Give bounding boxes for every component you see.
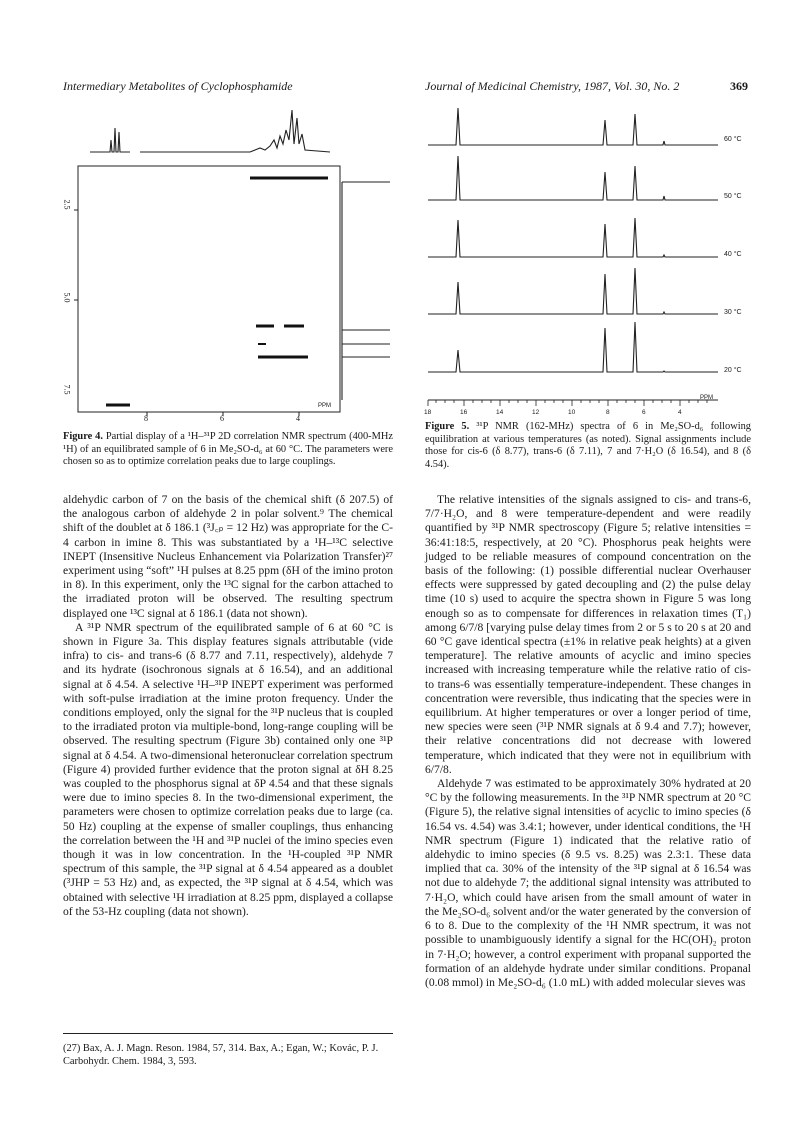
temperature-label-60C: 60 °C <box>724 136 742 143</box>
figure-4-plot <box>60 100 390 410</box>
figure-4-caption-label: Figure 4. <box>63 431 103 442</box>
journal-citation: Journal of Medicinal Chemistry, 1987, Vol. 30, No. 2 <box>425 79 680 93</box>
footnote-rule <box>63 1033 393 1034</box>
paragraph: The relative intensities of the signals assigned to cis- and trans-6, 7/7·H₂O, and 8 were temperature-dependent and were readily quantified by ³¹P NMR spectroscopy (Figure 5; relative intensities = 36:41:18:5, respectively, at 20 °C). Phosphorus peak heights were judged to be reliable measures of compound concentration on the basis of the following: (1) possible differential nuclear Overhauser effects were suppressed by gated decoupling and (2) the pulse delay time (10 s) used to acquire the spectra shown in Figure 5 was long enough so as to compensate for differences in relaxation times (T₁) among 6/7/8 [varying pulse delay times from 2 or 5 s to 20 s at 20 and 60 °C gave identical spectra (±1% in relative peak heights) at a given temperature]. The relative amounts of acyclic and imino species increased with increasing temperature while the relative ratio of cis- to trans-6 was essentially temperature-independent. These changes in concentration were reversible, thus indicating that the species were in equilibrium. At higher temperatures or over a longer period of time, new species were seen (³¹P NMR signals at δ 9.4 and 7.7); however, their relative concentrations did not decrease with lowered temperature, which indicated that they were not in equilibrium with 6/7/8. <box>425 493 751 776</box>
right-column <box>425 493 751 990</box>
figure-5-plot <box>428 100 748 420</box>
figure-5-caption <box>425 421 751 471</box>
x-tick-label: 6 <box>220 414 224 423</box>
x-tick-label: 14 <box>496 409 504 416</box>
figure-4-caption <box>63 431 393 469</box>
paragraph: Aldehyde 7 was estimated to be approximately 30% hydrated at 20 °C by the following measurements. In the ³¹P NMR spectrum at 20 °C (Figure 5), the relative signal intensities of acyclic to imino species (δ 16.54 vs. 4.54) was 3.4:1; however, under identical conditions, the ¹H NMR spectrum (Figure 1) indicated that the relative ratio of aldehydic to imino species (δ 9.5 vs. 8.25) was 2.3:1. These data implied that ca. 30% of the intensity of the ³¹P signal at δ 16.54 was not due to aldehyde 7; the additional signal intensity was attributed to 7·H₂O, which could have arisen from the small amount of water in the Me₂SO-d₆ solvent and/or the water generated by the conversion of 6 to 8. Due to the complexity of the ¹H NMR spectrum, it was not possible to unambiguously identify a signal for the HC(OH)₂ proton in 7·H₂O; however, a control experiment with propanal supported the formation of an aldehyde hydrate under similar conditions. Propanal (0.08 mmol) in Me₂SO-d₆ (1.0 mL) with added molecular sieves was <box>425 777 751 989</box>
spectrum-40C <box>428 218 718 257</box>
x-tick-label: 10 <box>568 409 576 416</box>
x-tick-label: 6 <box>642 409 646 416</box>
x-tick-label: 8 <box>144 414 148 423</box>
ppm-label: PPM <box>318 403 332 409</box>
running-title: Intermediary Metabolites of Cyclophosphamide <box>63 79 293 93</box>
spectrum-30C <box>428 268 718 314</box>
spectrum-60C <box>428 108 718 145</box>
y-tick-label: 2.5 <box>62 199 72 210</box>
x-tick-label: 16 <box>460 409 468 416</box>
ppm-label: PPM <box>700 395 714 401</box>
left-column <box>63 493 393 919</box>
footnote: (27) Bax, A. J. Magn. Reson. 1984, 57, 314. Bax, A.; Egan, W.; Kovác, P. J. Carbohydr. Chem. 1984, 3, 593. <box>63 1043 379 1067</box>
paragraph: aldehydic carbon of 7 on the basis of the chemical shift (δ 207.5) of the analogous carbon of aldehyde 2 in polar solvent.⁹ The chemical shift of the doublet at δ 186.1 (³J꜀ₚ = 12 Hz) was appropriate for the C-4 carbon in imine 8. This was substantiated by a ¹H–¹³C selective INEPT (Insensitive Nucleus Enhancement via Polarization Transfer)²⁷ experiment using “soft” ¹H pulses at 8.25 ppm (δH of the imino proton in 8). In this experiment, only the ¹³C signal for the carbon attached to the irradiated proton will be observed. The resulting spectrum displayed one ¹³C signal at δ 186.1 (data not shown). <box>63 493 393 620</box>
temperature-label-30C: 30 °C <box>724 309 742 316</box>
y-tick-label: 7.5 <box>62 384 72 395</box>
x-tick-label: 8 <box>606 409 610 416</box>
temperature-label-40C: 40 °C <box>724 251 742 258</box>
figure-4-caption-text: Partial display of a ¹H–³¹P 2D correlation NMR spectrum (400-MHz ¹H) of an equilibrated sample of 6 in Me₂SO-d₆ at 60 °C. The parameters were chosen so as to optimize correlation peaks due to large couplings. <box>63 431 393 468</box>
x-tick-label: 12 <box>532 409 540 416</box>
y-tick-label: 5.0 <box>62 292 72 303</box>
spectrum-50C <box>428 156 718 200</box>
spectrum-20C <box>428 322 718 372</box>
temperature-label-50C: 50 °C <box>724 193 742 200</box>
temperature-label-20C: 20 °C <box>724 367 742 374</box>
x-tick-label: 4 <box>296 414 300 423</box>
x-tick-label: 18 <box>424 409 432 416</box>
page-number: 369 <box>730 79 748 93</box>
x-tick-label: 4 <box>678 409 682 416</box>
figure-5-caption-label: Figure 5. <box>425 421 470 432</box>
paragraph: A ³¹P NMR spectrum of the equilibrated sample of 6 at 60 °C is shown in Figure 3a. This display features signals attributable (vide infra) to cis- and trans-6 (δ 8.77 and 7.11, respectively), aldehyde 7 and its hydrate (isochronous signals at δ 16.54), and an additional signal at δ 4.54. A selective ¹H–³¹P INEPT experiment was performed with soft-pulse irradiation at the imine proton frequency. Under the conditions employed, only the signal for the ³¹P nucleus that is coupled to the irradiated proton via multiple-bond, long-range coupling will be observed. The resulting spectrum (Figure 3b) contained only one ³¹P signal at δ 4.54. A two-dimensional heteronuclear correlation spectrum (Figure 4) provided further evidence that the proton signal at δH 8.25 was coupled to the phosphorus signal at δP 4.54 and that these signals were due to imino species 8. In the two-dimensional experiment, the parameters were chosen to optimize correlation peaks due to large (ca. 50 Hz) coupling at the expense of smaller couplings, thus enhancing the correlation between the ¹H and ³¹P nuclei of the imino species even though it was in low concentration. In the ¹H-coupled ³¹P NMR spectrum of this sample, the ³¹P signal at δ 4.54 appeared as a doublet (³JHP = 53 Hz) and, as expected, the ³¹P signal at δ 4.54, which was obtained with selective ¹H irradiation at 8.25 ppm, displayed a collapse of the 53-Hz coupling (data not shown). <box>63 620 393 918</box>
figure-5-caption-text: ³¹P NMR (162-MHz) spectra of 6 in Me₂SO-d₆ following equilibration at various temperatures (as noted). Signal assignments include those for cis-6 (δ 8.77), trans-6 (δ 7.11), 7 and 7·H₂O (δ 16.54), and 8 (δ 4.54). <box>425 421 751 470</box>
